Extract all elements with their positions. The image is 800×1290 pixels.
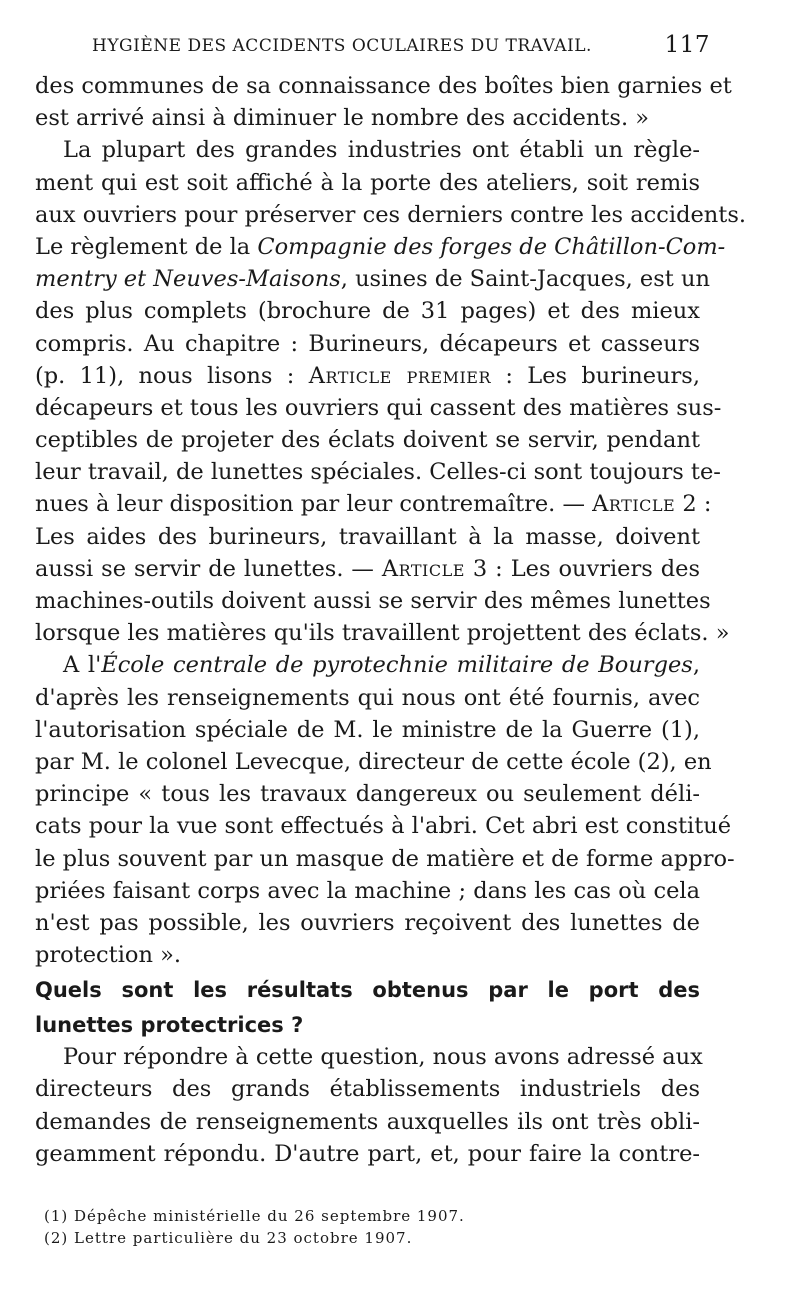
text-line [35,649,700,681]
text-span: nues à leur disposition par leur contremaître. — [35,491,593,518]
text-span: (p. 11), nous lisons : [35,362,309,389]
text-span: A l' [63,652,102,679]
text-line: directeurs des grands établissements industriels des [35,1076,700,1103]
text-line: des plus complets (brochure de 31 pages) et des mieux [35,298,700,325]
text-line: est arrivé ainsi à diminuer le nombre des accidents. » [35,105,650,132]
text-line: machines-outils doivent aussi se servir des mêmes lunettes [35,588,711,614]
text-line: priées faisant corps avec la machine ; dans les cas où cela [35,877,700,904]
text-line: l'autorisation spéciale de M. le ministre de la Guerre (1), [35,716,700,743]
text-line: d'après les renseignements qui nous ont été fournis, avec [35,684,700,711]
text-line [35,488,712,520]
text-line: Les aides des burineurs, travaillant à la masse, doivent [35,523,700,550]
text-line: La plupart des grandes industries ont établi un règle- [63,137,700,164]
text-line: Pour répondre à cette question, nous avons adressé aux [63,1044,703,1071]
footnote-1: (1) Dépêche ministérielle du 26 septembre 1907. [44,1207,465,1225]
text-line [35,263,710,295]
text-line: demandes de renseignements auxquelles ils ont très obli- [35,1108,700,1135]
text-line [35,553,700,585]
text-line: principe « tous les travaux dangereux ou seulement déli- [35,781,700,808]
page-number: 117 [664,32,710,58]
text-span: : Les burineurs, [491,362,700,389]
text-line: n'est pas possible, les ouvriers reçoivent des lunettes de [35,909,700,936]
section-heading: Quels sont les résultats obtenus par le port des [35,978,700,1003]
text-line [35,360,700,392]
company-name-cont: mentry et Neuves-Maisons [35,266,341,293]
text-line: aux ouvriers pour préserver ces derniers contre les accidents. [35,201,747,228]
text-span: aussi se servir de lunettes. — [35,555,382,582]
text-span: 3 : Les ouvriers des [464,555,700,582]
footnote-2: (2) Lettre particulière du 23 octobre 1907. [44,1229,413,1247]
article-label: Article premier [308,362,492,389]
text-span: , [692,652,700,679]
article-label: Article [592,491,676,518]
running-header [92,34,710,58]
article-label: Article [381,555,465,582]
text-line: protection ». [35,942,182,969]
text-line: compris. Au chapitre : Burineurs, décapeurs et casseurs [35,330,700,357]
text-line: lorsque les matières qu'ils travaillent projettent des éclats. » [35,620,730,647]
text-line: ceptibles de projeter des éclats doivent se servir, pendant [35,427,700,454]
company-name: Compagnie des forges de Châtillon-Com- [257,233,726,260]
text-line: par M. le colonel Levecque, directeur de cette école (2), en [35,748,712,775]
text-span: 2 : [675,491,712,518]
text-line: des communes de sa connaissance des boîtes bien garnies et [35,73,732,99]
text-span: Le règlement de la [35,233,258,260]
running-title: HYGIÈNE DES ACCIDENTS OCULAIRES DU TRAVAIL. [92,36,592,56]
text-line: ment qui est soit affiché à la porte des ateliers, soit remis [35,169,700,196]
footnotes [44,1205,664,1249]
text-line [35,231,726,263]
text-line: décapeurs et tous les ouvriers qui cassent des matières sus- [35,394,722,421]
school-name: École centrale de pyrotechnie militaire de Bourges [101,652,693,679]
text-line: cats pour la vue sont effectués à l'abri. Cet abri est constitué [35,813,732,840]
text-line: geamment répondu. D'autre part, et, pour faire la contre- [35,1140,700,1167]
text-line: le plus souvent par un masque de matière et de forme appro- [35,845,735,872]
section-heading-cont: lunettes protectrices ? [35,1013,304,1038]
text-span: , usines de Saint-Jacques, est un [340,266,710,293]
text-line: leur travail, de lunettes spéciales. Celles-ci sont toujours te- [35,459,721,486]
body-text [35,70,747,1170]
